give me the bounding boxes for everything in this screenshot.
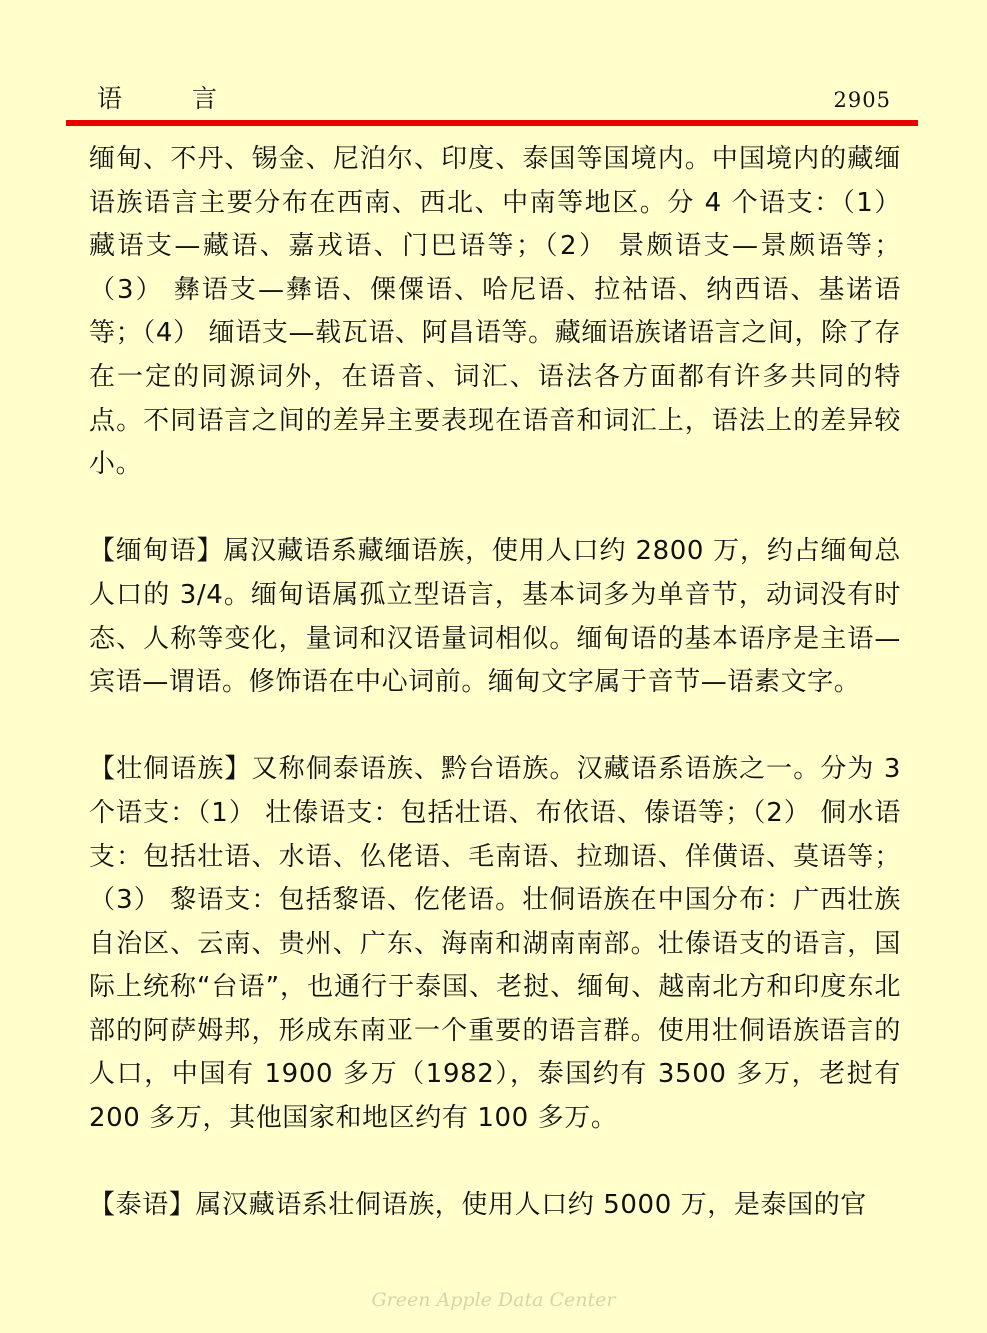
page-body <box>89 138 901 1228</box>
entry-text: 又称侗泰语族、黔台语族。汉藏语系语族之一。分为 3 个语支：（1） 壮傣语支：包括壮语、布依语、傣语等；（2） 侗水语支：包括壮语、水语、仫佬语、毛南语、拉珈语、佯僙语、莫语等；（3） 黎语支：包括黎语、仡佬语。壮侗语族在中国分布：广西壮族自治区、云南、贵州、广东、海南和湖南南部。壮傣语支的语言，国际上统称“台语”，也通行于泰国、老挝、缅甸、越南北方和印度东北部的阿萨姆邦，形成东南亚一个重要的语言群。使用壮侗语族语言的人口，中国有 1900 多万（1982），泰国约有 3500 多万，老挝有 200 多万，其他国家和地区约有 100 多万。 <box>89 754 902 1134</box>
entry-burmese <box>89 530 901 704</box>
header-rule <box>66 120 918 126</box>
entry-term: 【壮侗语族】 <box>89 754 252 785</box>
entry-term: 【缅甸语】 <box>89 536 224 567</box>
running-head-title: 语言 <box>97 84 288 113</box>
watermark: Green Apple Data Center <box>371 1289 616 1311</box>
page-number: 2905 <box>833 88 891 112</box>
entry-zhuang-dong <box>89 748 901 1140</box>
page-header <box>0 0 987 130</box>
entry-text: 属汉藏语系藏缅语族，使用人口约 2800 万，约占缅甸总人口的 3/4。缅甸语属孤立型语言，基本词多为单音节，动词没有时态、人称等变化，量词和汉语量词相似。缅甸语的基本语序是主语—宾语—谓语。修饰语在中心词前。缅甸文字属于音节—语素文字。 <box>89 536 901 698</box>
paragraph-text: 缅甸、不丹、锡金、尼泊尔、印度、泰国等国境内。中国境内的藏缅语族语言主要分布在西南、西北、中南等地区。分 4 个语支：（1） 藏语支—藏语、嘉戎语、门巴语等；（2） 景颇语支—景颇语等；（3） 彝语支—彝语、傈僳语、哈尼语、拉祜语、纳西语、基诺语等；（4） 缅语支—载瓦语、阿昌语等。藏缅语族诸语言之间，除了存在一定的同源词外，在语音、词汇、语法各方面都有许多共同的特点。不同语言之间的差异主要表现在语音和词汇上，语法上的差异较小。 <box>89 144 901 480</box>
entry-term: 【泰语】 <box>89 1190 196 1221</box>
paragraph-continued <box>89 138 901 487</box>
entry-text: 属汉藏语系壮侗语族，使用人口约 5000 万，是泰国的官 <box>195 1190 867 1221</box>
entry-thai <box>89 1184 901 1228</box>
